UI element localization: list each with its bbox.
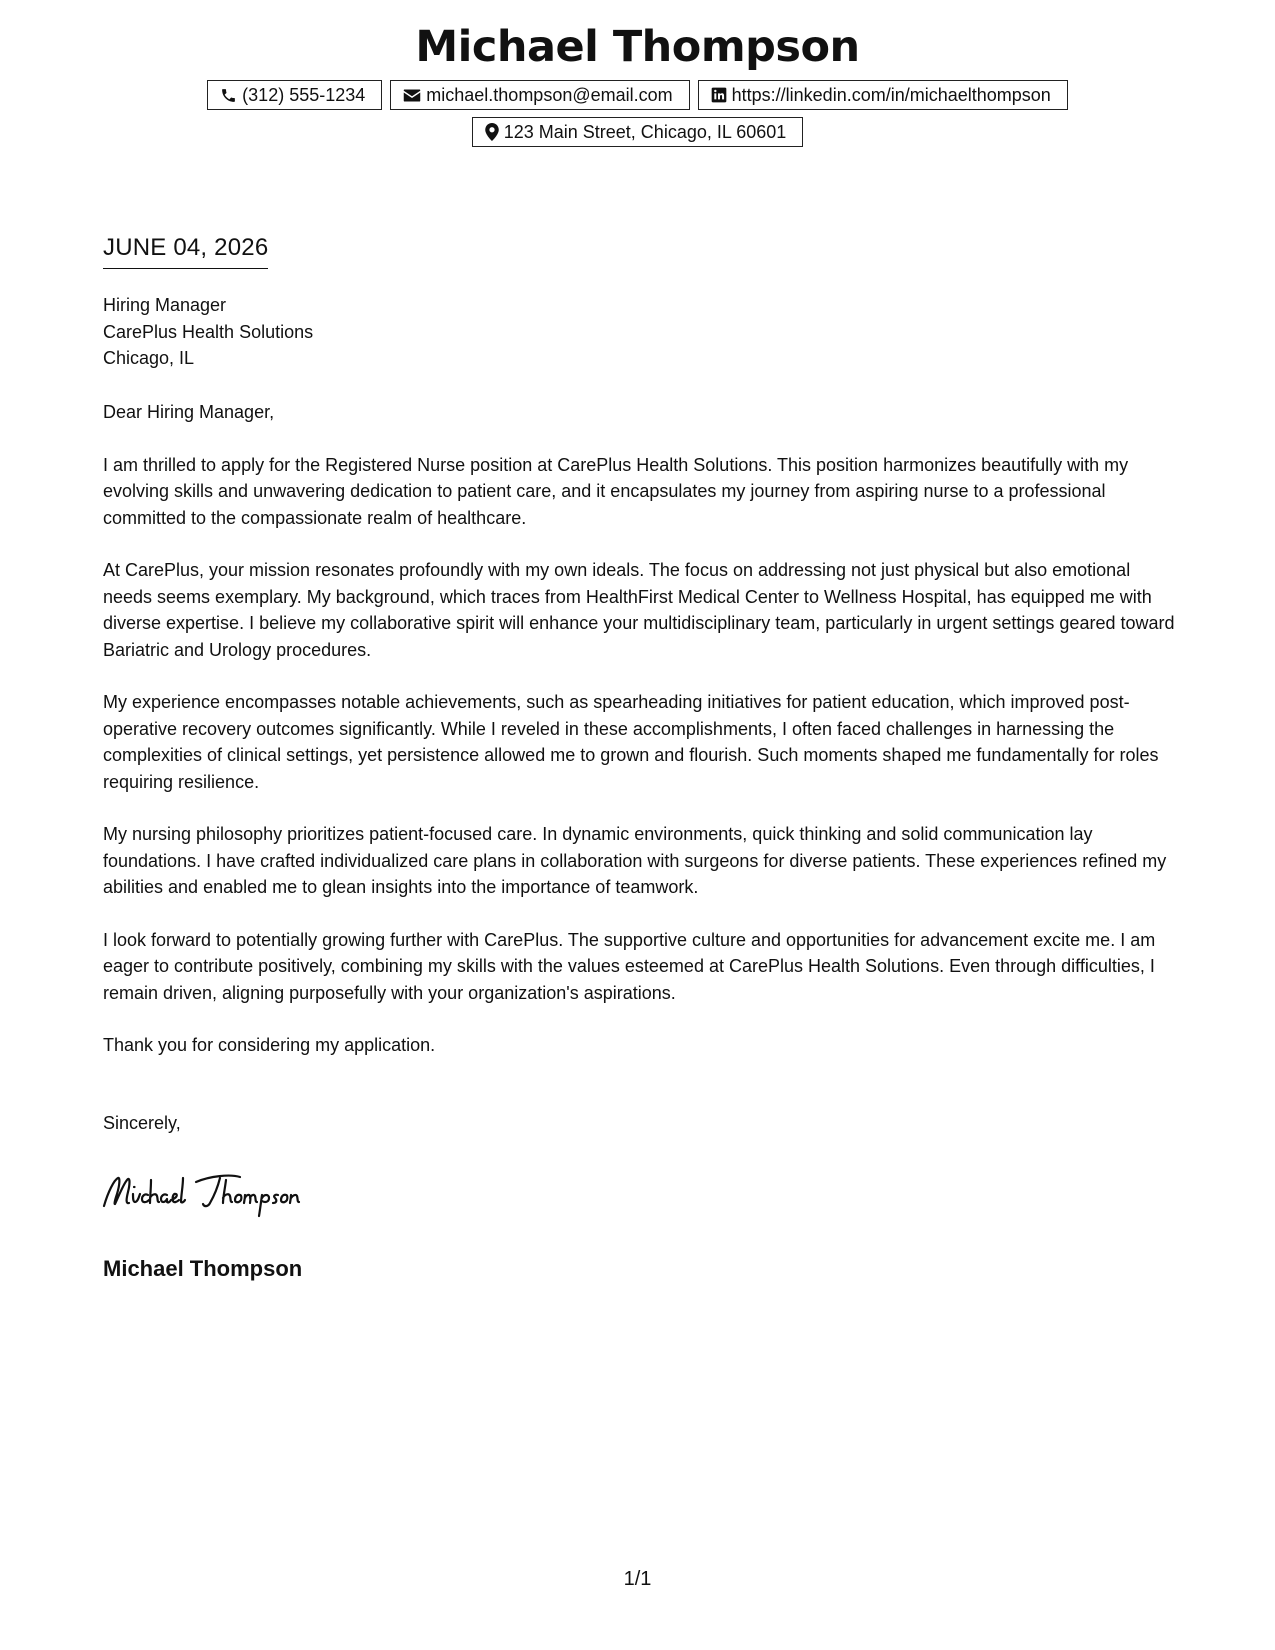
paragraph-thanks: Thank you for considering my application.	[103, 1035, 436, 1055]
signer-name: Michael Thompson	[103, 1256, 303, 1281]
paragraph-4: My nursing philosophy prioritizes patient-focused care. In dynamic environments, quick thinking and solid communication lay foundations. I have crafted individualized care plans in collaboration with surgeons for diverse patients. These experiences refined my abilities and enabled me to glean insights into the importance of teamwork.	[103, 824, 1167, 897]
letter-date-block	[103, 234, 268, 269]
handwritten-signature	[100, 1170, 360, 1225]
envelope-icon	[403, 88, 421, 103]
contact-address	[472, 117, 804, 147]
map-pin-icon	[485, 123, 499, 141]
letter-body	[103, 399, 1183, 1085]
recipient-company: CarePlus Health Solutions	[103, 321, 314, 342]
salutation: Dear Hiring Manager,	[103, 402, 275, 422]
contact-email[interactable]	[390, 80, 689, 110]
address-text: 123 Main Street, Chicago, IL 60601	[503, 121, 787, 142]
applicant-name: Michael Thompson	[415, 22, 860, 72]
contact-phone[interactable]	[207, 80, 382, 110]
letter-date: JUNE 04, 2026	[103, 234, 268, 269]
paragraph-5: I look forward to potentially growing further with CarePlus. The supportive culture and opportunities for advancement excite me. I am eager to contribute positively, combining my skills with the values esteemed at CarePlus Health Solutions. Even through difficulties, I remain driven, aligning purposefully with your organization's aspirations.	[103, 929, 1156, 1003]
signature-drawing	[100, 1170, 360, 1220]
page-number: 1/1	[623, 1568, 652, 1590]
email-text: michael.thompson@email.com	[426, 84, 673, 105]
paragraph-2: At CarePlus, your mission resonates profoundly with my own ideals. The focus on addressing not just physical but also emotional needs seems exemplary. My background, which traces from HealthFirst Medical Center to Wellness Hospital, has equipped me with diverse expertise. I believe my collaborative spirit will enhance your multidisciplinary team, particularly in urgent settings geared toward Bariatric and Urology procedures.	[103, 560, 1175, 660]
recipient-title: Hiring Manager	[103, 295, 227, 315]
recipient-location: Chicago, IL	[103, 348, 195, 368]
paragraph-1: I am thrilled to apply for the Registered Nurse position at CarePlus Health Solutions. This position harmonizes beautifully with my evolving skills and unwavering dedication to patient care, and it encapsulates my journey from aspiring nurse to a professional committed to the compassionate realm of healthcare.	[103, 454, 1129, 528]
contact-linkedin[interactable]	[698, 80, 1068, 110]
recipient-block	[103, 292, 313, 372]
linkedin-text: https://linkedin.com/in/michaelthompson	[731, 84, 1051, 105]
contact-row-primary	[0, 80, 1275, 110]
contact-row-secondary	[0, 117, 1275, 147]
paragraph-3: My experience encompasses notable achievements, such as spearheading initiatives for patient education, which improved post-operative recovery outcomes significantly. While I reveled in these accomplishments, I often faced challenges in harnessing the complexities of clinical settings, yet persistence allowed me to grown and flourish. Such moments shaped me fundamentally for roles requiring resilience.	[103, 692, 1159, 792]
phone-text: (312) 555-1234	[242, 84, 366, 105]
closing: Sincerely,	[103, 1113, 181, 1133]
phone-icon	[220, 87, 237, 104]
linkedin-icon	[711, 87, 727, 103]
